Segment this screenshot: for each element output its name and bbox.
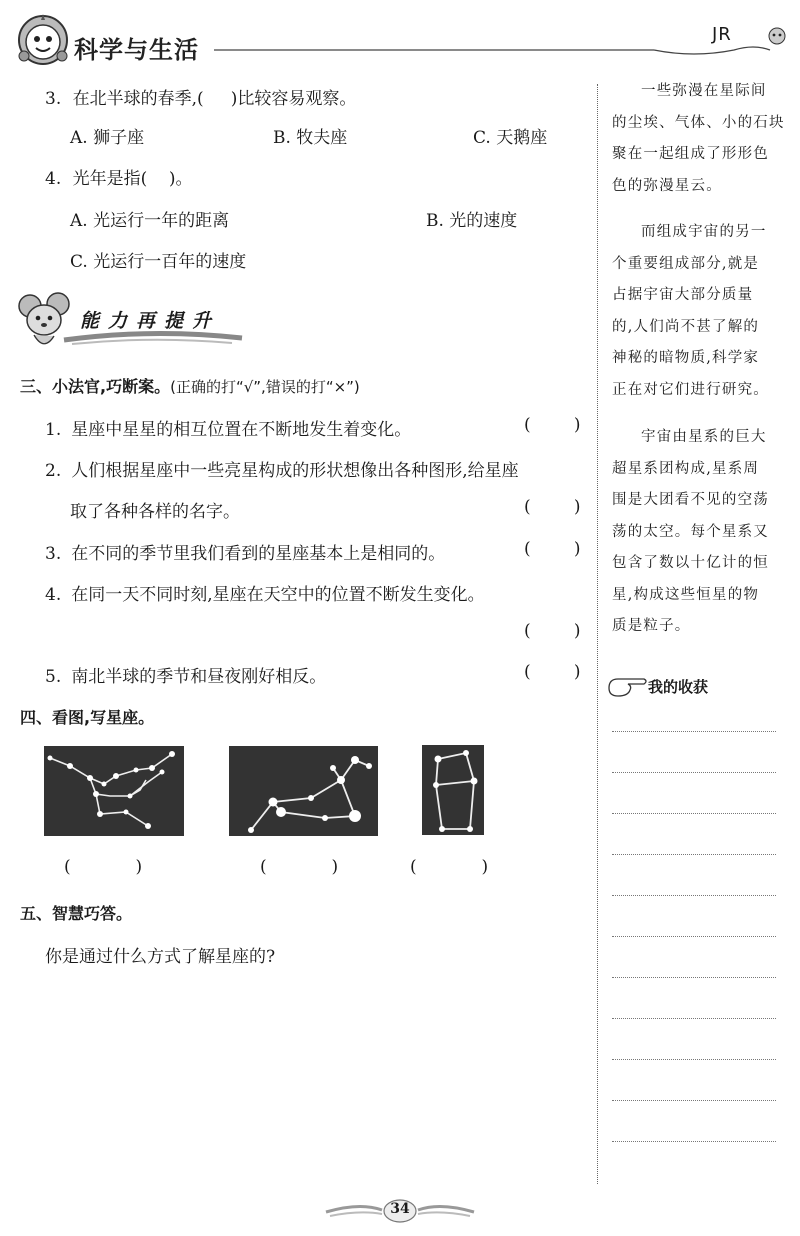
constellation-3-icon [422,745,484,835]
question-stem: 光年是指( [72,169,148,189]
header [0,0,800,70]
sidebar-line: 质是粒子。 [612,618,691,634]
judge-item-1 [45,415,411,440]
sidebar-divider [597,84,598,1184]
sidebar-line: 的,人们尚不甚了解的 [612,318,760,335]
answer-blank[interactable]: ( ) [524,497,581,517]
question-stem-end: )。 [168,169,193,189]
writing-line[interactable] [612,977,776,978]
sidebar-line: 宇宙由星系的巨大 [641,429,767,445]
answer-area[interactable] [45,975,585,1175]
writing-line[interactable] [612,813,776,814]
sidebar-paragraph-1 [612,76,792,202]
writing-line[interactable] [612,1141,776,1142]
constellation-image-2 [229,746,378,836]
writing-line[interactable] [612,731,776,732]
pointing-hand-icon [606,674,650,698]
question-number: 4. [45,169,62,189]
sidebar-line: 围是大团看不见的空荡 [612,492,769,508]
answer-blank[interactable]: ( ) [524,621,581,641]
option-a[interactable]: A. 狮子座 [70,128,145,148]
question-stem: 在北半球的春季,( [72,89,204,109]
writing-line[interactable] [612,895,776,896]
option-c[interactable]: C. 天鹅座 [473,128,548,148]
writing-line[interactable] [612,1100,776,1101]
writing-line[interactable] [612,772,776,773]
item-number: 4. [45,585,62,605]
sidebar-paragraph-2 [612,217,792,406]
page-number: 34 [390,1201,410,1217]
answer-blank[interactable]: ( ) [524,539,581,559]
constellation-answer-2[interactable]: ( ) [260,857,339,877]
writing-line[interactable] [612,854,776,855]
sidebar-line: 星,构成这些恒星的物 [612,586,760,603]
item-number: 3. [45,544,62,564]
footer [320,1196,480,1226]
option-c[interactable]: C. 光运行一百年的速度 [70,252,247,272]
constellation-image-3 [422,745,484,835]
section5-question: 你是通过什么方式了解星座的? [45,947,276,967]
sidebar-line: 包含了数以十亿计的恒 [612,555,769,571]
item-number: 1. [45,420,62,440]
question-stem-end: )比较容易观察。 [230,89,357,109]
sidebar-paragraph-3 [612,422,792,643]
judge-item-2-cont: 取了各种各样的名字。 [70,502,240,522]
item-text: 南北半球的季节和昼夜刚好相反。 [71,667,327,687]
constellation-1-icon [44,746,184,836]
constellation-image-1 [44,746,184,836]
item-number: 2. [45,461,62,481]
section3-instruction: (正确的打“√”,错误的打“×”) [170,378,360,396]
writing-line[interactable] [612,1018,776,1019]
header-title: 科学与生活 [74,36,199,64]
writing-line[interactable] [612,1059,776,1060]
option-b[interactable]: B. 牧夫座 [273,128,348,148]
sidebar-line: 一些弥漫在星际间 [641,83,767,99]
section5-title: 五、智慧巧答。 [20,904,133,923]
sidebar-line: 的尘埃、气体、小的石块 [612,114,785,131]
mascot-logo-icon [14,12,72,68]
option-a[interactable]: A. 光运行一年的距离 [70,211,230,231]
option-b[interactable]: B. 光的速度 [426,211,518,231]
item-text: 星座中星星的相互位置在不断地发生着变化。 [71,420,412,440]
section3-title [20,374,360,397]
judge-item-4 [45,580,485,605]
harvest-label: 我的收获 [648,678,709,696]
harvest-header [606,672,786,700]
header-rule [214,40,774,60]
judge-item-2 [45,456,519,481]
sidebar-line: 神秘的暗物质,科学家 [612,350,760,366]
sidebar-line: 而组成宇宙的另一 [641,224,767,240]
choice-question-3 [45,84,356,109]
choice-question-4 [45,164,193,189]
constellation-answer-1[interactable]: ( ) [64,857,143,877]
item-text: 人们根据星座中一些亮星构成的形状想像出各种图形,给星座 [71,461,519,481]
question-number: 3. [45,89,62,109]
answer-blank[interactable]: ( ) [524,415,581,435]
sidebar-line: 个重要组成部分,就是 [612,255,760,272]
sidebar-line: 正在对它们进行研究。 [612,381,769,398]
sidebar-line: 超星系团构成,星系周 [612,460,760,477]
small-mascot-icon [766,24,788,46]
section3-heading: 三、小法官,巧断案。 [20,377,171,396]
section4-title: 四、看图,写星座。 [20,708,155,727]
sidebar-line: 荡的太空。每个星系又 [612,523,769,540]
sidebar-line: 占据宇宙大部分质量 [612,287,754,303]
sidebar-line: 色的弥漫星云。 [612,177,722,194]
item-number: 5. [45,667,62,687]
answer-blank[interactable]: ( ) [524,662,581,682]
item-text: 在同一天不同时刻,星座在天空中的位置不断发生变化。 [71,585,485,605]
writing-line[interactable] [612,936,776,937]
section-banner [14,290,244,352]
sidebar-line: 聚在一起组成了形形色 [612,146,769,162]
constellation-answer-3[interactable]: ( ) [410,857,489,877]
item-text: 在不同的季节里我们看到的星座基本上是相同的。 [71,544,446,564]
edition-label: JR [712,24,732,45]
section-banner-title: 能力再提升 [80,310,221,332]
judge-item-3 [45,539,445,564]
constellation-2-icon [229,746,378,836]
judge-item-5 [45,662,326,687]
